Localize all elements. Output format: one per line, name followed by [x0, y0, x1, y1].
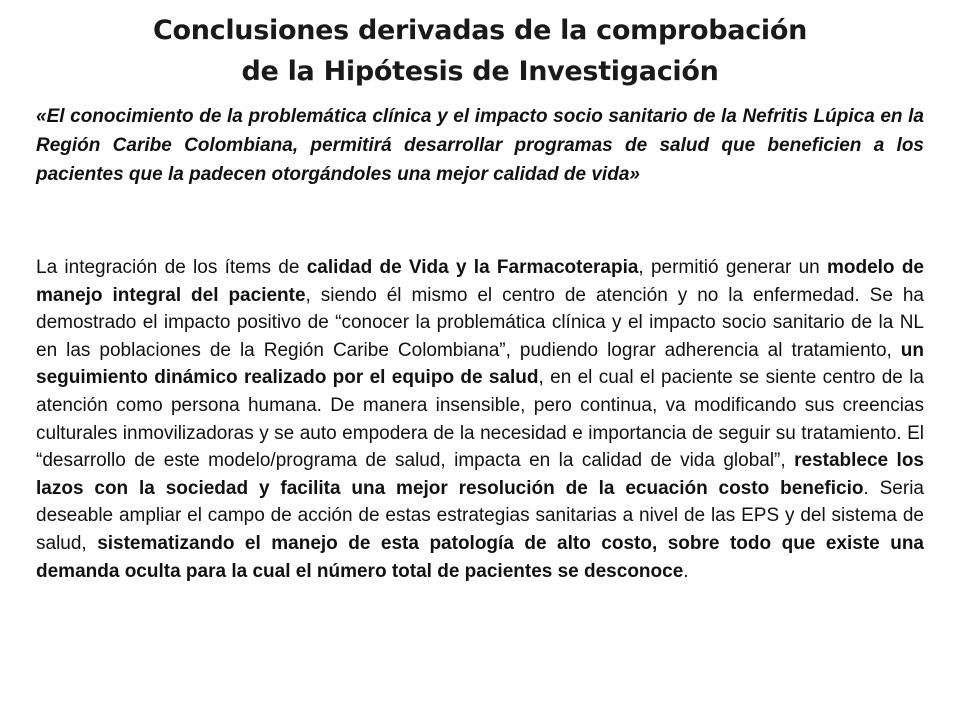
body-text-5: . Seria deseable ampliar el campo de acción de estas estrategias sanitarias a nivel de las EPS y del sistema de salud,	[36, 477, 924, 554]
hypothesis-quote: «El conocimiento de la problemática clínica y el impacto socio sanitario de la Nefritis Lúpica en la Región Caribe Colombiana, permitirá desarrollar programas de salud que beneficien a los pacientes que la padecen otorgándoles una mejor calidad de vida»	[36, 106, 924, 185]
body-text-2: , permitió generar un	[638, 257, 827, 278]
body-bold-3: un seguimiento dinámico realizado por el equipo de salud	[36, 339, 924, 389]
body-bold-2: modelo de manejo integral del paciente	[36, 257, 924, 306]
slide-title-line-2: de la Hipótesis de Investigación	[241, 56, 719, 87]
conclusion-paragraph	[36, 254, 924, 585]
body-text-1: La integración de los ítems de	[36, 257, 307, 278]
body-text-6: .	[683, 560, 689, 582]
body-text-4: , en el cual el paciente se siente centro de la atención como persona humana. De manera insensible, pero continua, va modificando sus creencias culturales inmovilizadoras y se auto empodera de la necesidad e importancia de seguir su tratamiento. El “desarrollo de este modelo/programa de salud, impacta en la calidad de vida global”,	[36, 367, 924, 472]
body-bold-4: restablece los lazos con la sociedad y facilita una mejor resolución de la ecuación costo beneficio	[36, 450, 924, 499]
body-text-3: , siendo él mismo el centro de atención y no la enfermedad. Se ha demostrado el impacto positivo de “conocer la problemática clínica y el impacto socio sanitario de la NL en las poblaciones de la Región Caribe Colombiana”, pudiendo lograr adherencia al tratamiento,	[36, 284, 924, 361]
slide-title	[60, 10, 900, 92]
body-bold-5: sistematizando el manejo de esta patología de alto costo, sobre todo que existe una demanda oculta para la cual el número total de pacientes se desconoce	[36, 532, 924, 582]
body-bold-1: calidad de Vida y la Farmacoterapia	[306, 257, 639, 278]
slide-title-line-1: Conclusiones derivadas de la comprobación	[152, 15, 808, 46]
